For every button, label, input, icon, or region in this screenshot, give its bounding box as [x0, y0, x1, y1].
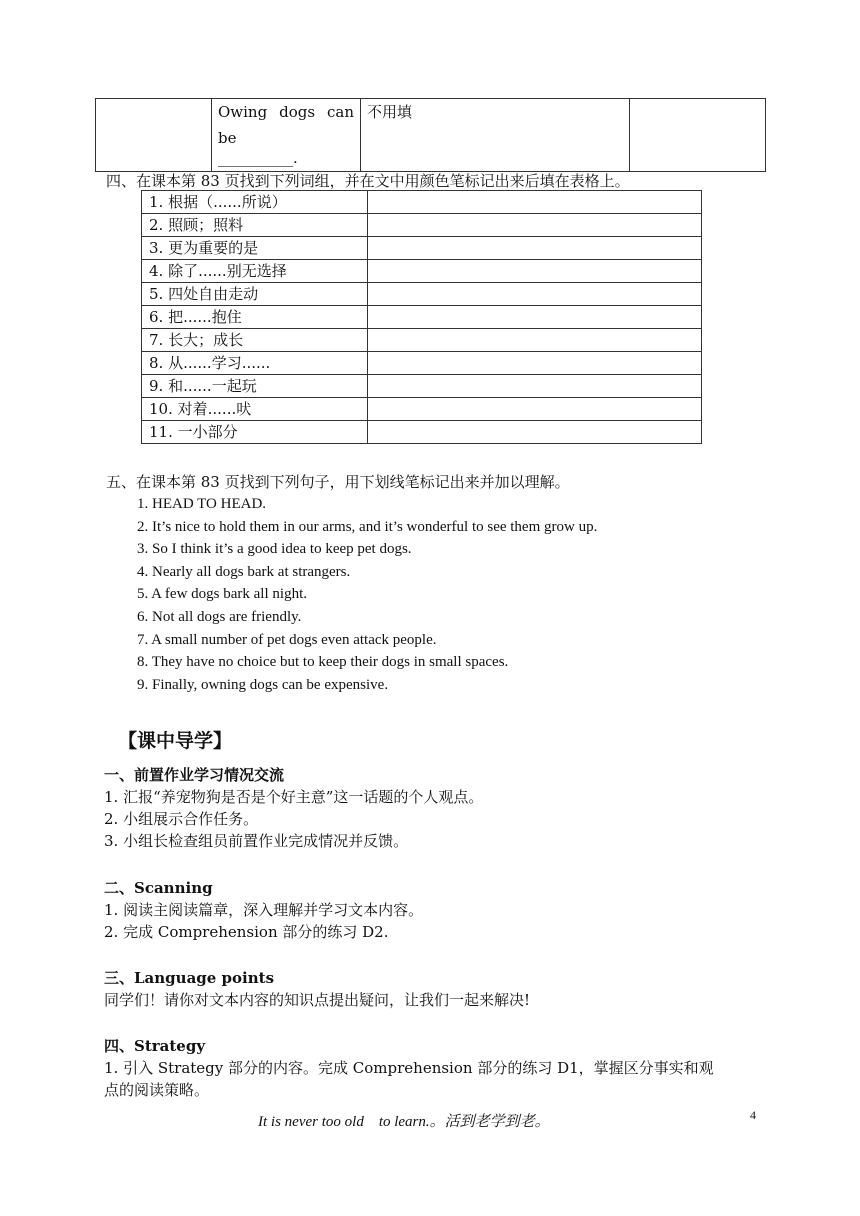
part1-line-1: 1. 汇报“养宠物狗是否是个好主意”这一话题的个人观点。: [104, 788, 484, 806]
answer-cell[interactable]: [368, 352, 702, 375]
phrase-cell: 2. 照顾；照料: [142, 214, 368, 237]
part3-heading: 三、Language points: [104, 969, 275, 987]
phrase-cell: 3. 更为重要的是: [142, 237, 368, 260]
phrase-table: [141, 190, 702, 444]
page-number: 4: [750, 1108, 756, 1122]
table-row: [142, 283, 702, 306]
answer-cell[interactable]: [368, 283, 702, 306]
table-row: [142, 214, 702, 237]
answer-cell[interactable]: [368, 329, 702, 352]
table-row: [142, 260, 702, 283]
part4-line-1: 1. 引入 Strategy 部分的内容。完成 Comprehension 部分的练习 D1，掌握区分事实和观: [104, 1059, 714, 1077]
part2-heading: 二、Scanning: [104, 879, 213, 897]
sentence-item: 7. A small number of pet dogs even attack people.: [137, 631, 437, 648]
table-row: [142, 375, 702, 398]
sentence-item: 4. Nearly all dogs bark at strangers.: [137, 563, 351, 580]
footer-motto: It is never too old to learn.。活到老学到老。: [258, 1114, 550, 1130]
part4-line-2: 点的阅读策略。: [104, 1081, 210, 1099]
answer-cell[interactable]: [368, 398, 702, 421]
prompt-cell: [212, 99, 361, 172]
phrase-cell: 8. 从......学习......: [142, 352, 368, 375]
class-section-title: 【课中导学】: [118, 730, 233, 752]
part1-line-2: 2. 小组展示合作任务。: [104, 810, 259, 828]
part4-heading: 四、Strategy: [104, 1037, 206, 1055]
phrase-cell: 4. 除了......别无选择: [142, 260, 368, 283]
empty-cell: [630, 99, 766, 172]
part2-line-2: 2. 完成 Comprehension 部分的练习 D2.: [104, 923, 389, 941]
sentence-list: [137, 493, 597, 696]
table-row: [96, 99, 766, 172]
phrase-cell: 10. 对着......吠: [142, 398, 368, 421]
table-row: [142, 306, 702, 329]
answer-table-fragment: [95, 98, 766, 172]
part1-heading: 一、前置作业学习情况交流: [104, 766, 285, 784]
table-row: [142, 237, 702, 260]
section-heading-phrases: 四、在课本第 83 页找到下列词组，并在文中用颜色笔标记出来后填在表格上。: [106, 172, 630, 190]
part2-line-1: 1. 阅读主阅读篇章，深入理解并学习文本内容。: [104, 901, 424, 919]
part1-line-3: 3. 小组长检查组员前置作业完成情况并反馈。: [104, 832, 409, 850]
phrase-cell: 1. 根据（......所说）: [142, 191, 368, 214]
sentence-item: 6. Not all dogs are friendly.: [137, 608, 302, 625]
sentence-item: 2. It’s nice to hold them in our arms, and it’s wonderful to see them grow up.: [137, 518, 598, 535]
phrase-cell: 6. 把......抱住: [142, 306, 368, 329]
answer-cell[interactable]: [368, 260, 702, 283]
phrase-cell: 5. 四处自由走动: [142, 283, 368, 306]
table-row: [142, 352, 702, 375]
table-row: [142, 329, 702, 352]
note-cell: 不用填: [361, 99, 630, 172]
answer-cell[interactable]: [368, 237, 702, 260]
sentence-item: 9. Finally, owning dogs can be expensive.: [137, 676, 389, 693]
phrase-cell: 11. 一小部分: [142, 421, 368, 444]
sentence-item: 3. So I think it’s a good idea to keep pet dogs.: [137, 541, 412, 558]
sentence-item: 1. HEAD TO HEAD.: [137, 496, 267, 512]
sentence-item: 5. A few dogs bark all night.: [137, 586, 307, 603]
prompt-line-1: Owing dogs can be: [218, 103, 354, 147]
empty-cell: [96, 99, 212, 172]
answer-cell[interactable]: [368, 191, 702, 214]
answer-cell[interactable]: [368, 306, 702, 329]
answer-cell[interactable]: [368, 214, 702, 237]
phrase-cell: 9. 和......一起玩: [142, 375, 368, 398]
section-heading-sentences: 五、在课本第 83 页找到下列句子，用下划线笔标记出来并加以理解。: [106, 473, 570, 491]
sentence-item: 8. They have no choice but to keep their dogs in small spaces.: [137, 654, 509, 671]
answer-cell[interactable]: [368, 421, 702, 444]
phrase-cell: 7. 长大；成长: [142, 329, 368, 352]
part3-line-1: 同学们！请你对文本内容的知识点提出疑问，让我们一起来解决!: [104, 991, 531, 1009]
prompt-line-2: __________.: [218, 149, 298, 167]
answer-cell[interactable]: [368, 375, 702, 398]
table-row: [142, 421, 702, 444]
table-row: [142, 191, 702, 214]
table-row: [142, 398, 702, 421]
